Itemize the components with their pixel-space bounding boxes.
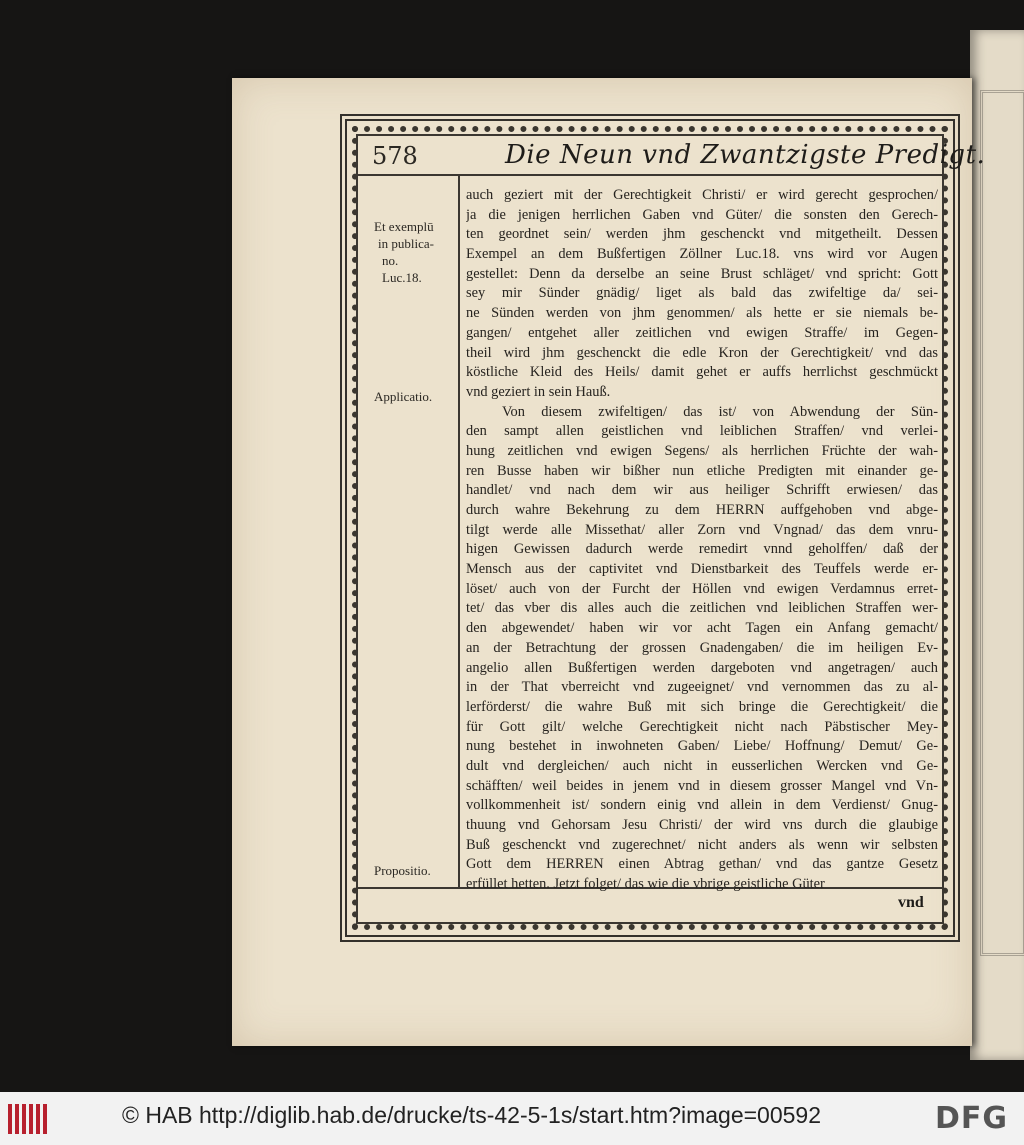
- body-text: [466, 186, 938, 895]
- text-line: theil wird jhm geschenckt die edle Kron der Gerechtigkeit/ vnd das: [466, 344, 938, 361]
- text-line: lerförderst/ die wahre Buß mit sich bringe die Gerechtigkeit/ die: [466, 698, 938, 715]
- text-line: erfüllet hetten. Jetzt folget/ das wie die vbrige geistliche Güter: [466, 876, 825, 893]
- text-line: durch wahre Bekehrung zu dem HERRN auffgehoben vnd abge-: [466, 502, 938, 518]
- citation-link[interactable]: © HAB http://diglib.hab.de/drucke/ts-42-5-1s/start.htm?image=00592: [122, 1102, 822, 1128]
- text-line: gestellet: Denn da derselbe an seine Brust schläget/ vnd spricht: Gott: [466, 265, 938, 282]
- adjacent-page-border: [980, 90, 1024, 956]
- text-line: den abgewendet/ haben wir vor acht Tagen ein Anfang gemacht/: [466, 620, 938, 637]
- hab-logo-icon: [8, 1104, 48, 1134]
- margin-note-propositio: Propositio.: [374, 863, 431, 878]
- text-line: Exempel an dem Bußfertigen Zöllner Luc.18. vns wird vor Augen: [466, 246, 938, 263]
- text-line: angelio allen Bußfertigen werden dargeboten vnd angetragen/ auch: [466, 659, 938, 676]
- text-line: hung zeitlichen vnd ewigen Segens/ als herrlichen Früchte der wah-: [466, 442, 938, 459]
- footer-bar: [0, 1092, 1024, 1145]
- text-line: vnd geziert in sein Hauß.: [466, 383, 611, 400]
- text-line: handlet/ vnd nach dem wir aus heiliger Schrifft erwiesen/ das: [466, 482, 938, 499]
- text-line: tilgt werde alle Missethat/ aller Zorn vnd Vngnad/ das dem vnru-: [466, 521, 938, 538]
- text-line: nung bestehet in inwohneten Gaben/ Liebe/ Hoffnung/ Demut/ Ge-: [466, 738, 938, 755]
- text-line: ne Sünden werden von jhm genommen/ als hette er sie niemals be-: [466, 305, 938, 322]
- margin-note-line: in publica-: [378, 236, 434, 251]
- text-line: thuung vnd Gehorsam Jesu Christi/ der wird vns durch die glaubige: [466, 817, 938, 833]
- dfg-logo: DFG: [935, 1101, 1009, 1136]
- margin-rule: [458, 176, 460, 887]
- page-number: 578: [372, 142, 418, 170]
- text-line: Mensch aus der captivitet vnd Dienstbarkeit des Teuffels werde er-: [466, 561, 938, 578]
- running-head: Die Neun vnd Zwantzigste Predigt.: [505, 140, 986, 170]
- text-line: Buß geschenckt vnd zugerechnet/ nicht anders als wenn wir selbsten: [466, 836, 938, 853]
- text-line: köstliche Kleid des Heils/ damit gehet er auffs herrlichst geschmückt: [466, 364, 938, 381]
- text-line: ja die jenigen herrlichen Gaben vnd Güter/ die sonsten den Gerech-: [466, 206, 938, 223]
- text-line: Von diesem zwifeltigen/ das ist/ von Abwendung der Sün-: [502, 403, 938, 420]
- text-line: vollkommenheit ist/ sondern einig vnd allein in dem Verdienst/ Gnug-: [466, 797, 938, 814]
- text-line: auch geziert mit der Gerechtigkeit Christi/ er wird gerecht gesprochen/: [466, 187, 938, 203]
- margin-note-line: Et exemplū: [374, 219, 434, 234]
- text-line: dult vnd dergleichen/ auch nicht in eusserlichen Wercken vnd Ge-: [466, 757, 938, 774]
- catchword: vnd: [898, 894, 924, 911]
- margin-note-line: no.: [382, 253, 399, 268]
- text-line: schäfften/ weil beides in jenem vnd in diesem grosser Mangel vnd Vn-: [466, 777, 938, 794]
- text-line: Gott dem HERREN einen Abtrag gethan/ vnd das gantze Gesetz: [466, 856, 938, 873]
- text-line: für Gott gilt/ welche Gerechtigkeit nicht nach Päbstischer Mey-: [466, 718, 938, 735]
- adjacent-page-edge: [970, 30, 1024, 1060]
- text-line: ren Busse haben wir bißher nun etliche Predigten mit einander ge-: [466, 462, 938, 479]
- header-rule: [356, 174, 944, 176]
- text-line: in der That vberreicht vnd zugeeignet/ vnd vernommen das zu al-: [466, 679, 938, 696]
- margin-note-exemplum: [374, 218, 434, 286]
- margin-note-applicatio: Applicatio.: [374, 389, 433, 404]
- text-line: gangen/ entgehet aller zeitlichen vnd ewigen Straffe/ im Gegen-: [466, 324, 938, 341]
- text-line: higen Gewissen dadurch werde remedirt vnnd geholffen/ daß der: [466, 541, 938, 558]
- text-line: löset/ auch von der Furcht der Höllen vnd ewigen Verdamnus erret-: [466, 580, 938, 597]
- margin-note-line: Luc.18.: [382, 270, 422, 285]
- text-line: den sampt allen geistlichen vnd leiblichen Straffen/ vnd verlei-: [466, 423, 938, 440]
- text-line: ten geordnet sein/ werden jhm geschenckt vnd mitgetheilt. Dessen: [466, 226, 938, 243]
- text-line: tet/ das vber dis alles auch die zeitlichen vnd leiblichen Straffen wer-: [466, 600, 938, 617]
- text-line: sey mir Sünder gnädig/ liget als bald das zwifeltige da/ sei-: [466, 285, 938, 302]
- text-line: an der Betrachtung der grossen Gnadengaben/ die im heiligen Ev-: [466, 639, 938, 656]
